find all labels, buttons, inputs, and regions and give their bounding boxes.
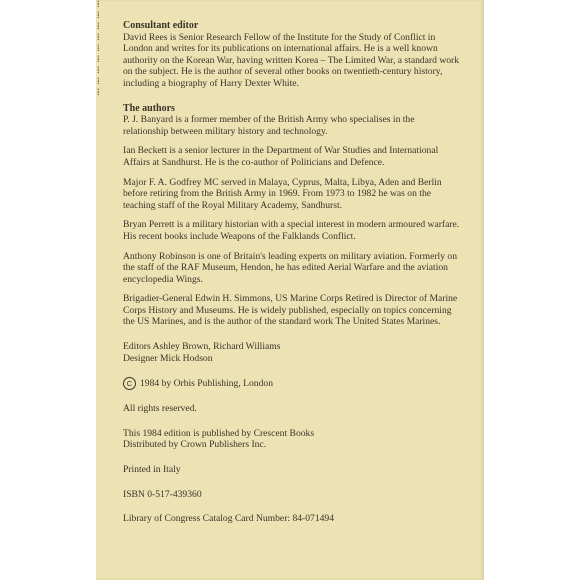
copyright-line (123, 377, 461, 390)
isbn: ISBN 0-517-439360 (123, 488, 202, 500)
author-bio-perrett: Bryan Perrett is a military historian with a special interest in modern armoured warfare. His recent books include Weapons of the Falklands Conflict. (123, 219, 460, 242)
author-bio-banyard: P. J. Banyard is a former member of the British Army who specialises in the relationship between military history and technology. (123, 114, 415, 137)
author-bio-robinson: Anthony Robinson is one of Britain's leading experts on military aviation. Formerly on the staff of the RAF Museum, Hendon, he has edited Aerial Warfare and the aviation encyclopedia Wings. (123, 250, 458, 285)
edition-line-2: Distributed by Crown Publishers Inc. (123, 439, 267, 451)
author-bio-godfrey: Major F. A. Godfrey MC served in Malaya, Cyprus, Malta, Libya, Aden and Berlin before retiring from the British Army in 1969. From 1973 to 1982 he was on the teaching staff of the Royal Military Academy, Sandhurst. (123, 176, 442, 211)
library-of-congress-number: Library of Congress Catalog Card Number: 84-071494 (123, 513, 335, 525)
designer-credit: Designer Mick Hodson (123, 352, 213, 364)
rights-statement: All rights reserved. (123, 403, 197, 415)
page-content (123, 20, 461, 525)
copyright-icon: C (123, 377, 136, 390)
edition-line-1: This 1984 edition is published by Crescent Books (123, 427, 315, 439)
consultant-heading: Consultant editor (123, 20, 199, 31)
spine-binding-marks: ⁞ ⁞ ⁞ ⁞ ⁞ ⁞ ⁞ ⁞ ⁞ (97, 0, 100, 98)
authors-heading: The authors (123, 102, 175, 114)
author-bio-beckett: Ian Beckett is a senior lecturer in the Department of War Studies and International Affairs at Sandhurst. He is the co-author of Politicians and Defence. (123, 145, 439, 168)
consultant-bio: David Rees is Senior Research Fellow of the Institute for the Study of Conflict in London and writes for its publications on international affairs. He is a well known authority on the Korean War, having written Korea – The Limited War, a standard work on the subject. He is the author of several other books on twentieth-century history, including a biography of Harry Dexter White. (123, 31, 460, 89)
printed-in: Printed in Italy (123, 464, 181, 476)
editors-credit: Editors Ashley Brown, Richard Williams (123, 341, 281, 353)
copyright-text: 1984 by Orbis Publishing, London (140, 377, 273, 389)
author-bio-simmons: Brigadier-General Edwin H. Simmons, US Marine Corps Retired is Director of Marine Corps History and Museums. He is widely published, especially on topics concerning the US Marines, and is the author of the standard work The United States Marines. (123, 293, 458, 328)
